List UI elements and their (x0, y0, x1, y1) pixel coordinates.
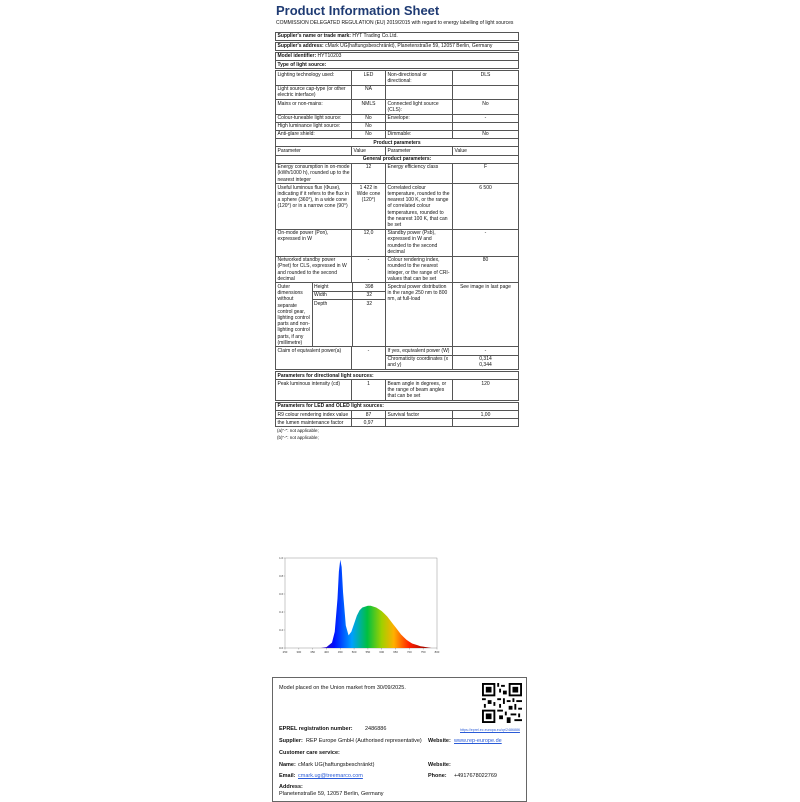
parameter-table (275, 32, 519, 428)
type-cell: Anti-glare shield: (276, 130, 352, 138)
supplier-name-label: Supplier's name or trade mark: (277, 33, 351, 39)
type-row (276, 130, 519, 138)
general-cell: Energy consumption in on-mode (kWh/1000 h), rounded up to the nearest integer (277, 164, 350, 183)
general-row (276, 163, 519, 184)
type-cell (453, 122, 519, 130)
spectrum-chart (272, 548, 442, 660)
address-value: Planetenstraße 59, 12057 Berlin, Germany (279, 791, 384, 797)
type-cell: No (352, 130, 386, 138)
col-value: Value (352, 147, 386, 155)
type-cell: - (453, 114, 519, 122)
type-cell (386, 122, 453, 130)
type-heading-row (276, 61, 519, 69)
type-row (276, 71, 519, 85)
x-tick-label: 250 (282, 650, 288, 654)
type-heading: Type of light source: (276, 61, 519, 69)
general-row (276, 229, 519, 256)
general-row (276, 184, 519, 229)
x-tick-label: 700 (407, 650, 412, 654)
col-value: Value (453, 147, 519, 155)
led-cell: 87 (352, 411, 386, 419)
led-cell: the lumen maintenance factor (276, 419, 352, 427)
placed-on-market: Model placed on the Union market from 30/09/2025. (279, 685, 406, 691)
y-tick-label: 0.4 (279, 610, 283, 614)
type-cell (453, 85, 519, 99)
general-heading: General product parameters: (276, 155, 519, 163)
y-tick-label: 0.6 (279, 592, 283, 596)
supplier-label: Supplier: (279, 738, 303, 744)
address-label: Address: (279, 784, 303, 790)
general-cell: Networked standby power (Pnet) for CLS, expressed in W and rounded to the second decimal (276, 256, 352, 283)
dimension-value: 32 (352, 300, 386, 308)
led-heading: Parameters for LED and OLED light sources: (276, 402, 519, 410)
general-cell: Energy efficiency class (386, 163, 453, 184)
type-cell: Dimmable: (386, 130, 453, 138)
website-link[interactable]: www.rep-europe.de (454, 738, 502, 744)
chromaticity-label: Chromaticity coordinates (x and y) (386, 355, 453, 369)
type-cell: Connected light source (CLS): (386, 100, 453, 114)
led-cell: 1,00 (453, 411, 519, 419)
x-tick-label: 350 (310, 650, 315, 654)
general-cell: On-mode power (Pon), expressed in W (276, 229, 352, 256)
x-tick-label: 800 (434, 650, 440, 654)
led-cell: Survival factor (386, 411, 453, 419)
led-row (276, 411, 519, 419)
product-information-sheet (275, 0, 518, 441)
type-row (276, 85, 519, 99)
x-tick-label: 550 (365, 650, 371, 654)
type-cell: No (352, 114, 386, 122)
type-cell: NMLS (352, 100, 386, 114)
dimension-name: Width (312, 291, 352, 299)
general-cell: 1 422 in Wide cone (120°) (352, 184, 386, 229)
chromaticity-x: 0,314 (479, 356, 492, 363)
equivalent-power-label: If yes, equivalent power (W) (386, 347, 453, 355)
general-cell: Useful luminous flux (Φuse), indicating if it refers to the flux in a sphere (360°), in a wide cone (120°) or in a narrow cone (90°) (276, 184, 352, 229)
type-cell: Non-directional or directional: (386, 71, 453, 85)
y-tick-label: 0.8 (279, 574, 283, 578)
spectral-label: Spectral power distribution in the range 250 nm to 800 nm, at full-load (386, 283, 453, 347)
email-label: Email: (279, 773, 296, 779)
directional-row (276, 380, 519, 401)
led-cell: 0,97 (352, 419, 386, 427)
dimension-name: Depth (314, 300, 328, 307)
directional-heading: Parameters for directional light sources: (276, 372, 519, 380)
spectral-value: See image in last page (453, 283, 519, 347)
product-params-heading: Product parameters (276, 139, 519, 147)
led-cell (453, 419, 519, 427)
eprel-label: EPREL registration number: (279, 726, 353, 732)
dimensions-label: Outer dimensions without separate control gear, lighting control parts and non-lighting control parts, if any (millimetre) (276, 283, 312, 346)
type-cell: NA (352, 85, 386, 99)
supplier-name-value: HYT Trading Co.Ltd. (352, 33, 398, 39)
type-cell: Lighting technology used: (276, 71, 352, 85)
type-row (276, 100, 519, 114)
supplier-address-label: Supplier's address: (277, 43, 324, 50)
model-label: Model identifier: (277, 53, 317, 60)
type-cell (386, 85, 453, 99)
column-header-row (276, 147, 519, 155)
footnote-b: (b)"-": not applicable; (277, 435, 319, 441)
x-tick-label: 400 (324, 650, 329, 654)
general-cell: Colour rendering index, rounded to the nearest integer, or the range of CRI-values that can be set (386, 256, 453, 283)
supplier-value: REP Europe GmbH (Authorised representative) (306, 738, 422, 744)
y-tick-label: 0.0 (279, 646, 283, 650)
website-label: Website: (428, 738, 451, 744)
col-parameter: Parameter (386, 147, 453, 155)
x-tick-label: 650 (393, 650, 398, 654)
sheet-title: Product Information Sheet (276, 3, 440, 18)
supplier-address-row (276, 42, 519, 50)
directional-cell: Beam angle in degrees, or the range of beam angles that can be set (386, 380, 453, 401)
eprel-number: 2486886 (365, 726, 387, 732)
footer-box (272, 677, 527, 802)
type-row (276, 114, 519, 122)
type-cell: No (453, 130, 519, 138)
regulation-text: COMMISSION DELEGATED REGULATION (EU) 2019/2015 with regard to energy labelling of light sources (276, 20, 514, 26)
led-row (276, 419, 519, 427)
type-cell: High luminance light source: (276, 122, 352, 130)
supplier-address-value: cMark UG(haftungsbeschränkt), Planetenstraße 59, 12057 Berlin, Germany (325, 43, 493, 50)
type-cell: Envelope: (386, 114, 453, 122)
email-link[interactable]: cmark.ug@treemarco.com (298, 773, 363, 779)
dimensions-row (276, 283, 519, 347)
general-row (276, 256, 519, 283)
general-cell: 12,0 (352, 229, 386, 256)
dimension-value: 398 (352, 283, 386, 291)
supplier-name-row (276, 32, 519, 40)
phone-label: Phone: (428, 773, 447, 779)
directional-heading-row (276, 372, 519, 380)
type-cell: Colour-tuneable light source: (276, 114, 352, 122)
type-cell: No (453, 100, 519, 114)
general-cell: 12 (352, 163, 386, 184)
general-cell: - (352, 256, 386, 283)
general-cell: 6 500 (453, 184, 519, 229)
customer-care-heading: Customer care service: (279, 750, 340, 756)
led-cell: R9 colour rendering index value (276, 411, 352, 419)
general-heading-row (276, 155, 519, 163)
name-value: cMark UG(haftungsbeschränkt) (298, 762, 375, 768)
general-cell: F (453, 163, 519, 184)
phone-value: +4917678022769 (454, 773, 497, 779)
equivalent-value: - (352, 347, 386, 370)
qr-code-icon[interactable] (482, 683, 522, 723)
type-cell: LED (352, 71, 386, 85)
x-tick-label: 600 (379, 650, 385, 654)
led-cell (386, 419, 453, 427)
directional-cell: Peak luminous intensity (cd) (276, 380, 352, 401)
dimension-value: 32 (352, 291, 386, 299)
led-heading-row (276, 402, 519, 410)
general-cell: Standby power (Psb), expressed in W and rounded to the second decimal (386, 229, 453, 256)
x-tick-label: 300 (296, 650, 302, 654)
x-tick-label: 500 (351, 650, 357, 654)
type-cell: Mains or non-mains: (276, 100, 352, 114)
chromaticity-y: 0,344 (479, 362, 492, 369)
dimensions-subtable (276, 283, 386, 346)
general-cell: 80 (453, 256, 519, 283)
type-cell: No (352, 122, 386, 130)
footnote-a: (a)"-": not applicable; (277, 428, 319, 434)
general-cell: - (453, 229, 519, 256)
y-tick-label: 0.2 (279, 628, 283, 632)
x-tick-label: 450 (337, 650, 343, 654)
model-row (276, 52, 519, 60)
directional-cell: 120 (453, 380, 519, 401)
dimension-name: Height (312, 283, 352, 291)
equivalent-label: Claim of equivalent power(a) (276, 347, 352, 370)
equivalent-row (276, 347, 519, 355)
equivalent-power-value: - (453, 347, 519, 355)
name-label: Name: (279, 762, 296, 768)
website2-label: Website: (428, 762, 451, 768)
col-parameter: Parameter (276, 147, 352, 155)
type-cell: DLS (453, 71, 519, 85)
type-cell: Light source cap-type (or other electric interface) (276, 85, 352, 99)
product-params-heading-row (276, 139, 519, 147)
x-tick-label: 750 (420, 650, 426, 654)
eprel-link[interactable]: https://eprel.ec.europa.eu/qr/2486886 (460, 728, 520, 732)
model-value: HYT10203 (317, 53, 342, 60)
y-tick-label: 1.0 (279, 556, 283, 560)
type-row (276, 122, 519, 130)
general-cell: Correlated colour temperature, rounded to the nearest 100 K, or the range of correlated colour temperatures, rounded to the nearest 100 K, that can be set (386, 184, 453, 229)
chromaticity-value (453, 355, 519, 369)
directional-cell: 1 (352, 380, 386, 401)
